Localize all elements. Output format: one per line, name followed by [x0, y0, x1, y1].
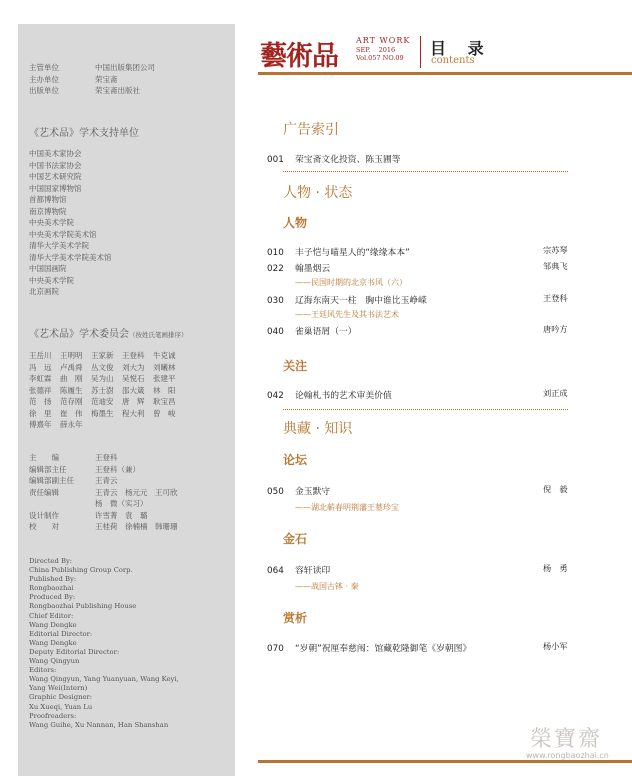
dotted-divider — [283, 171, 568, 172]
committee-list: 王岳川 王明明 王家新 王登科 牛克诚 冯 远 卢禹舜 丛文俊 刘大为 刘曦林 李虹霖 曲 刚 吴为山 吴悦石 张建平 张德祥 陈履生 苏士澍 邵大箴 林 阳 范 扬 范存刚 范迪安 唐 辉 耿宝昌 徐 里 崔 伟 梅墨生 程大利 曾 峻 傅熹年 薛永年 — [29, 351, 176, 429]
english-credits: Directed By: China Publishing Group Corp. Published By: Rongbaozhai Produced By: Rongbaozhai Publishing House Chief Editor: Wang Dengke Editorial Director: Wang Dengke Deputy Editorial Director: Wang Qingyun Editors: Wang Qingyun, Yang Yuanyuan, Wang Keyi, Yang Wei(Intern) Graphic Designer: Xu Xueqi, Yuan Lu Proofreaders: Wang Guihe, Xu Nannan, Han Shanshan — [29, 557, 179, 729]
toc-entry-001[interactable]: 001 荣宝斋文化投资、陈玉圃等 — [267, 155, 401, 165]
toc-entry-010[interactable]: 010 丰子恺与喵星人的“缘缘本本” 宗苏琴 — [267, 245, 568, 258]
toc-entry-042[interactable]: 042 论翰札书的艺术审美价值 刘正成 — [267, 388, 568, 401]
toc-entry-030[interactable]: 030 辽海东南天一柱 胸中谁比玉峥嵘 王登科 — [267, 293, 568, 306]
masthead-sidebar — [18, 24, 235, 776]
toc-entry-040[interactable]: 040 雀巢语屑（一） 唐吟方 — [267, 324, 568, 337]
bottom-rule — [258, 760, 632, 763]
page-title: 目 录 — [430, 39, 492, 58]
section-collection: 典藏 · 知识 — [283, 421, 353, 437]
toc-subtitle-050: ——湖北蕲春明荆藩王墓珍宝 — [295, 503, 399, 512]
support-units-list: 中国美术家协会 中国书法家协会 中国艺术研究院 中国国家博物馆 首都博物馆 南京博物院 中央美术学院 中央美术学院美术馆 清华大学美术学院 清华大学美术学院美术馆 中国国画院 中央美术学院 北京画院 — [29, 149, 112, 296]
toc-subtitle-064: ——战国古钵 · 秦 — [295, 582, 359, 591]
subsection-luntan: 论坛 — [283, 453, 308, 467]
subsection-renwu: 人物 — [283, 216, 308, 230]
subsection-jinshi: 金石 — [283, 532, 308, 546]
magazine-logo: 藝術品 — [260, 41, 338, 72]
header-divider — [420, 36, 421, 68]
toc-subtitle-022: ——民国时期的北京书风（六） — [295, 278, 407, 287]
top-rule — [258, 72, 632, 75]
toc-entry-022[interactable]: 022 翰墨烟云 邹典飞 — [267, 261, 568, 274]
section-ad-index: 广告索引 — [283, 122, 339, 138]
watermark-url: www.rongbaozhai.cn — [526, 751, 609, 760]
subsection-guanzhu: 关注 — [283, 359, 308, 373]
page-title-en: contents — [431, 55, 475, 66]
subsection-shangxi: 赏析 — [283, 611, 308, 625]
issue-info: ART WORK SEP. 2016 Vol.057 NO.09 — [356, 36, 411, 62]
watermark-logo: 榮寶齋 — [530, 727, 603, 752]
toc-entry-050[interactable]: 050 金玉默守 倪 毅 — [267, 484, 568, 497]
staff-list: 主 编 王登科 编辑部主任 王登科（兼） 编辑部副主任 王青云 责任编辑 王青云 杨元元 王可欣 杨 微（实习） 设计制作 许雪菁 袁 璐 校 对 王桂荷 徐楠楠 韩珊珊 — [29, 453, 178, 531]
support-heading: 《艺术品》学术支持单位 — [29, 128, 139, 139]
toc-entry-064[interactable]: 064 容轩读印 杨 勇 — [267, 563, 568, 576]
publisher-info: 主管单位 中国出版集团公司 主办单位 荣宝斋 出版单位 荣宝斋出版社 — [29, 63, 155, 95]
section-people: 人物 · 状态 — [283, 185, 353, 201]
toc-subtitle-030: ——王廷风先生及其书法艺术 — [295, 310, 399, 319]
dotted-divider — [283, 409, 568, 410]
committee-heading: 《艺术品》学术委员会（按姓氏笔画排序） — [29, 329, 188, 340]
toc-entry-070[interactable]: 070 “岁朝”祝厘奉慈闱：馆藏乾隆御笔《岁朝图》 杨小军 — [267, 641, 568, 654]
